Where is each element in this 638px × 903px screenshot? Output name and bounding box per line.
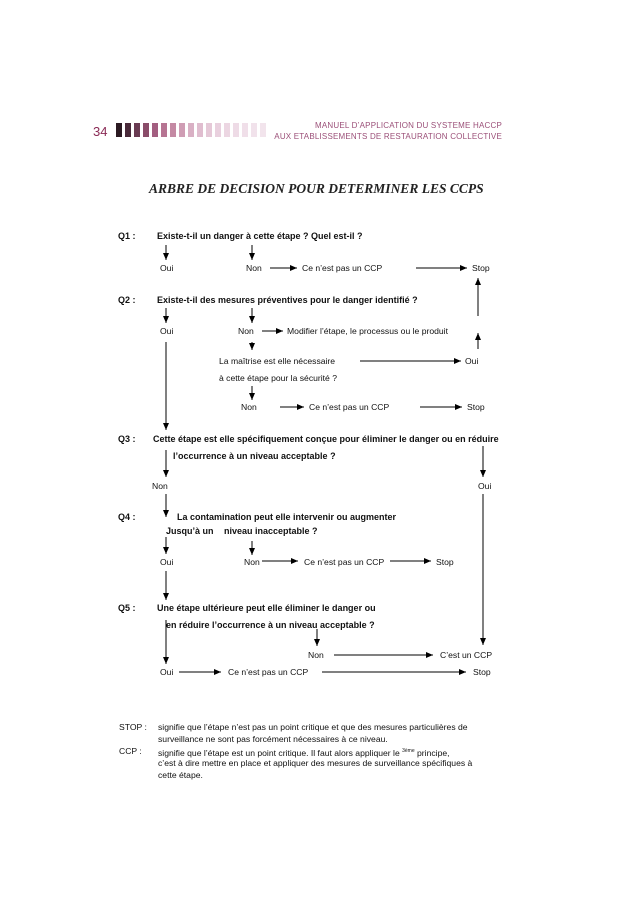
q2-oui-2: Oui xyxy=(465,356,479,366)
q3-non: Non xyxy=(152,481,168,491)
q4-question-line-1: La contamination peut elle intervenir ou augmenter xyxy=(177,512,397,522)
legend-ccp-line-1b: principe, xyxy=(417,747,450,758)
q4-question-line-2b: niveau inacceptable ? xyxy=(224,526,318,536)
q5-non: Non xyxy=(308,650,324,660)
q2-question: Existe-t-il des mesures préventives pour le danger identifié ? xyxy=(157,295,418,305)
q5-oui: Oui xyxy=(160,667,174,677)
q3-label: Q3 : xyxy=(118,434,136,444)
q3-oui: Oui xyxy=(478,481,492,491)
q3-question-line-1: Cette étape est elle spécifiquement conçue pour éliminer le danger ou en réduire xyxy=(153,434,499,444)
legend-ccp-line-2: c’est à dire mettre en place et appliquer des mesures de surveillance spécifiques à xyxy=(158,758,473,768)
q5-label: Q5 : xyxy=(118,603,136,613)
legend-stop-line-1: signifie que l’étape n’est pas un point critique et que des mesures particulières de xyxy=(158,722,468,732)
q1-result: Ce n’est pas un CCP xyxy=(302,263,383,273)
q4-oui: Oui xyxy=(160,557,174,567)
page-title: ARBRE DE DECISION POUR DETERMINER LES CCPS xyxy=(149,181,484,196)
q2-maitrise-line-1: La maîtrise est elle nécessaire xyxy=(219,356,336,366)
q4-label: Q4 : xyxy=(118,512,136,522)
q2-oui: Oui xyxy=(160,326,174,336)
q2-result: Ce n’est pas un CCP xyxy=(309,402,390,412)
header-line-1: MANUEL D’APPLICATION DU SYSTEME HACCP xyxy=(315,121,502,130)
legend-ccp-line-3: cette étape. xyxy=(158,770,203,780)
q1-question: Existe-t-il un danger à cette étape ? Quel est-il ? xyxy=(157,231,363,241)
q5-result: Ce n’est pas un CCP xyxy=(228,667,309,677)
legend-stop-key: STOP : xyxy=(119,722,147,732)
legend-ccp-superscript: 3ème xyxy=(402,748,415,754)
q4-result: Ce n’est pas un CCP xyxy=(304,557,385,567)
page-number: 34 xyxy=(93,124,108,139)
q2-non-2: Non xyxy=(241,402,257,412)
q2-maitrise-line-2: à cette étape pour la sécurité ? xyxy=(219,373,338,383)
q1-stop: Stop xyxy=(472,263,490,273)
q2-label: Q2 : xyxy=(118,295,136,305)
q2-modify: Modifier l’étape, le processus ou le produit xyxy=(287,326,448,336)
q4-non: Non xyxy=(244,557,260,567)
header-line-2: AUX ETABLISSEMENTS DE RESTAURATION COLLECTIVE xyxy=(274,132,502,141)
q5-question-line-1: Une étape ultérieure peut elle éliminer le danger ou xyxy=(157,603,376,613)
q4-question-line-2a: Jusqu’à un xyxy=(166,526,214,536)
q5-stop: Stop xyxy=(473,667,491,677)
q1-oui: Oui xyxy=(160,263,174,273)
q2-non: Non xyxy=(238,326,254,336)
q4-stop: Stop xyxy=(436,557,454,567)
q5-question-line-2: en réduire l’occurrence à un niveau acceptable ? xyxy=(166,620,375,630)
legend-stop-line-2: surveillance ne sont pas forcément nécessaires à ce niveau. xyxy=(158,734,388,744)
legend-ccp-key: CCP : xyxy=(119,746,142,756)
q2-stop: Stop xyxy=(467,402,485,412)
legend-ccp-line-1a: signifie que l’étape est un point critique. Il faut alors appliquer le xyxy=(158,747,400,758)
q1-label: Q1 : xyxy=(118,231,136,241)
q1-non: Non xyxy=(246,263,262,273)
q5-ccp: C’est un CCP xyxy=(440,650,493,660)
q3-question-line-2: l’occurrence à un niveau acceptable ? xyxy=(173,451,336,461)
